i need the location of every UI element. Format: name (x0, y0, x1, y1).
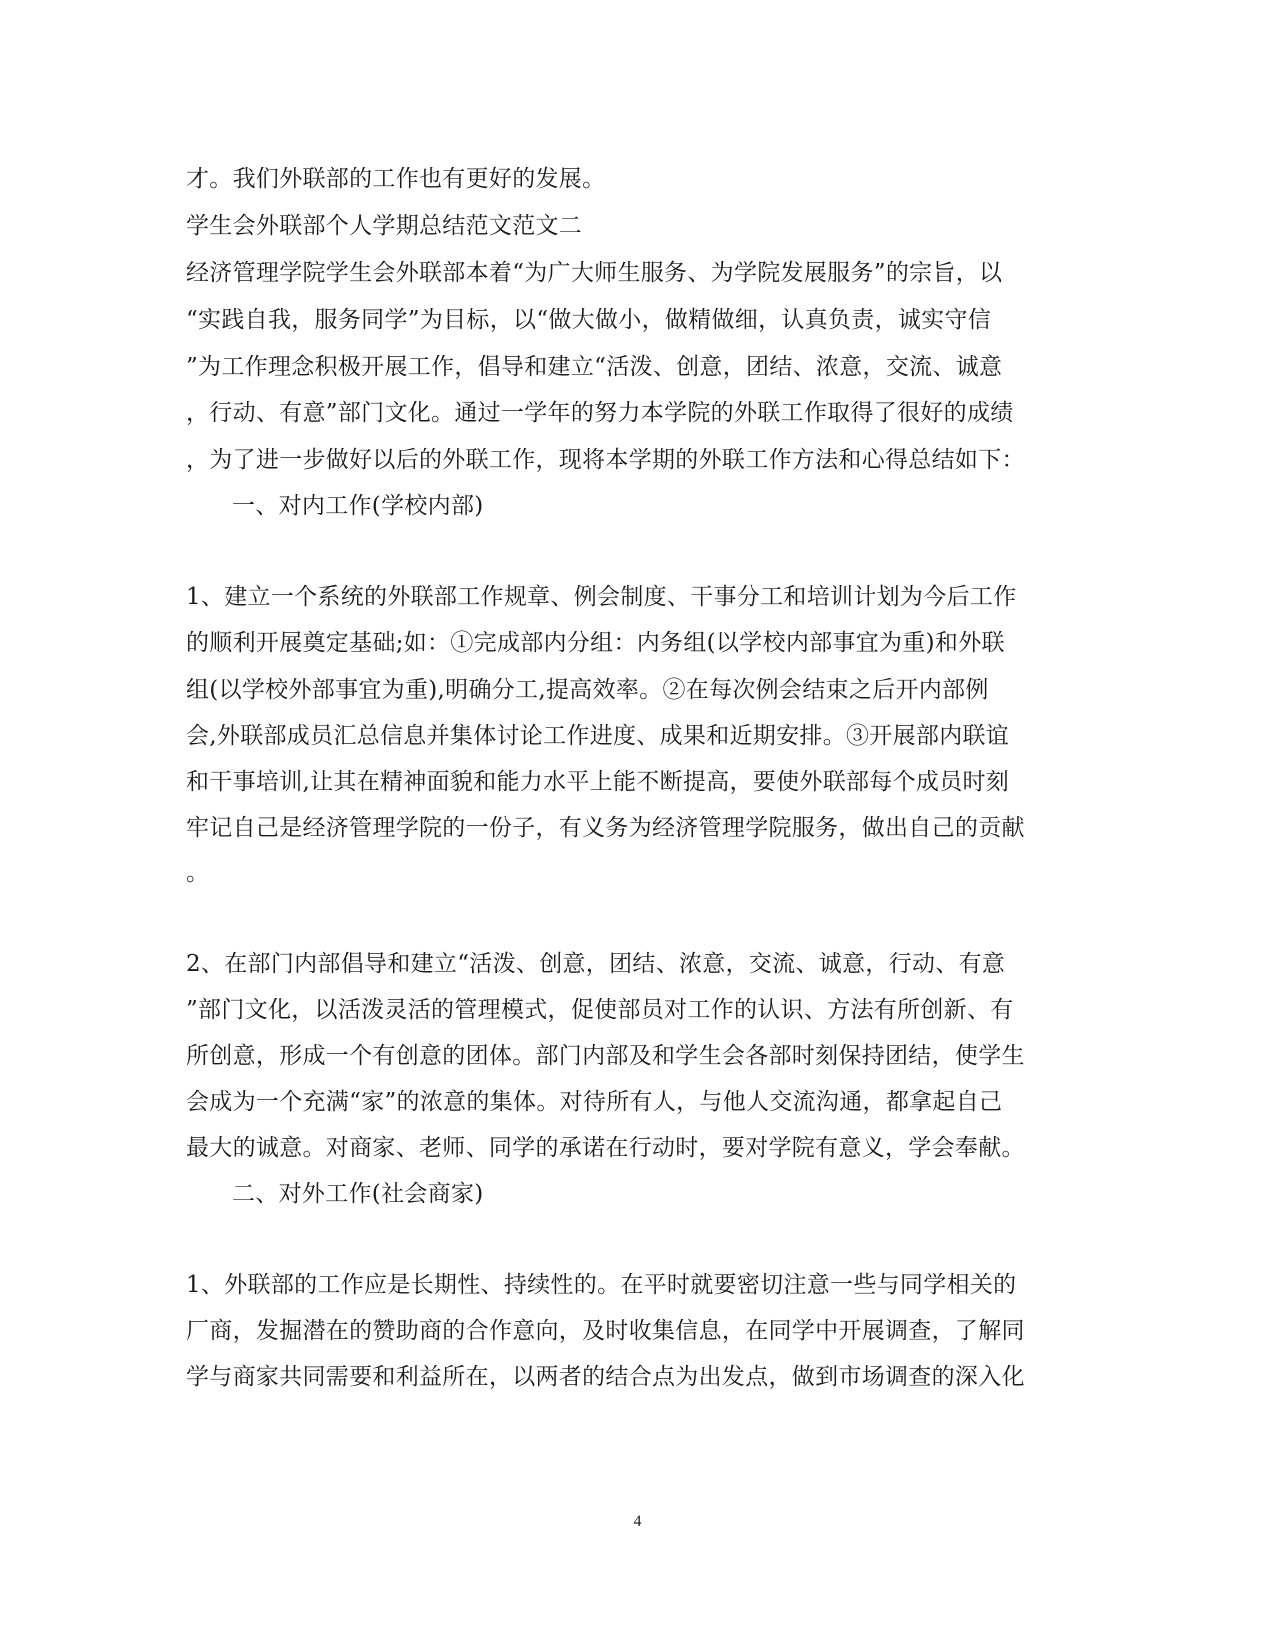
text-line: 组(以学校外部事宜为重),明确分工,提高效率。②在每次例会结束之后开内部例 (186, 677, 989, 703)
text-line: 厂商，发掘潜在的赞助商的合作意向，及时收集信息，在同学中开展调查，了解同 (186, 1318, 1025, 1344)
text-line: 最大的诚意。对商家、老师、同学的承诺在行动时，要对学院有意义，学会奉献。 (186, 1135, 1025, 1161)
text-line: 。 (186, 860, 210, 886)
text-line: 1、外联部的工作应是长期性、持续性的。在平时就要密切注意一些与同学相关的 (186, 1272, 1017, 1298)
text-line: 的顺利开展奠定基础;如：①完成部内分组：内务组(以学校内部事宜为重)和外联 (186, 630, 1005, 656)
text-line: 1、建立一个系统的外联部工作规章、例会制度、干事分工和培训计划为今后工作 (186, 584, 1017, 610)
text-line: 和干事培训,让其在精神面貌和能力水平上能不断提高，要使外联部每个成员时刻 (186, 769, 1010, 795)
text-line: ”为工作理念积极开展工作，倡导和建立“活泼、创意，团结、浓意，交流、诚意 (186, 354, 1003, 380)
page-number: 4 (633, 1513, 642, 1530)
text-line: 牢记自己是经济管理学院的一份子，有义务为经济管理学院服务，做出自己的贡献 (186, 815, 1025, 841)
text-line: 2、在部门内部倡导和建立“活泼、创意，团结、浓意，交流、诚意，行动、有意 (186, 951, 1006, 977)
text-line: “实践自我，服务同学”为目标，以“做大做小，做精做细，认真负责，诚实守信 (186, 307, 992, 333)
text-line: 会,外联部成员汇总信息并集体讨论工作进度、成果和近期安排。③开展部内联谊 (186, 723, 1010, 749)
section-title: 学生会外联部个人学期总结范文范文二 (186, 213, 583, 239)
subheading: 一、对内工作(学校内部) (232, 493, 484, 519)
text-line: ”部门文化，以活泼灵活的管理模式，促使部员对工作的认识、方法有所创新、有 (186, 997, 1014, 1023)
text-line: 才。我们外联部的工作也有更好的发展。 (186, 166, 606, 192)
text-line: 会成为一个充满“家”的浓意的集体。对待所有人，与他人交流沟通，都拿起自己 (186, 1089, 1003, 1115)
subheading: 二、对外工作(社会商家) (232, 1181, 484, 1207)
text-line: 所创意，形成一个有创意的团体。部门内部及和学生会各部时刻保持团结，使学生 (186, 1043, 1025, 1069)
text-line: 学与商家共同需要和利益所在，以两者的结合点为出发点，做到市场调查的深入化 (186, 1364, 1025, 1390)
text-line: ，行动、有意”部门文化。通过一学年的努力本学院的外联工作取得了很好的成绩 (186, 400, 1014, 426)
text-line: ，为了进一步做好以后的外联工作，现将本学期的外联工作方法和心得总结如下： (186, 447, 1025, 473)
text-line: 经济管理学院学生会外联部本着“为广大师生服务、为学院发展服务”的宗旨，以 (186, 260, 1003, 286)
